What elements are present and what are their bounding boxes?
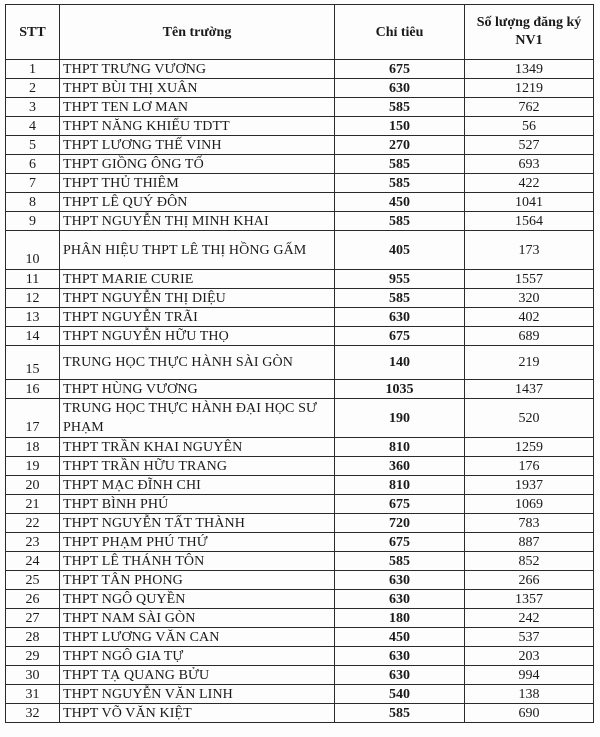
table-row <box>6 155 594 174</box>
school-name-cell: THPT NGUYỄN HỮU THỌ <box>60 327 335 346</box>
row-number: 18 <box>6 438 60 457</box>
table-row <box>6 495 594 514</box>
registered-cell: 176 <box>465 457 594 476</box>
row-number: 6 <box>6 155 60 174</box>
school-name-cell: THPT THỦ THIÊM <box>60 174 335 193</box>
school-name-cell: THPT TRẦN KHAI NGUYÊN <box>60 438 335 457</box>
school-name-cell: THPT NGUYỄN THỊ DIỆU <box>60 289 335 308</box>
quota-cell: 540 <box>335 685 465 704</box>
quota-cell: 190 <box>335 399 465 438</box>
quota-cell: 405 <box>335 231 465 270</box>
school-name-cell: THPT NGUYỄN TẤT THÀNH <box>60 514 335 533</box>
school-name-cell: THPT BÙI THỊ XUÂN <box>60 79 335 98</box>
table-row <box>6 60 594 79</box>
table-row <box>6 117 594 136</box>
quota-cell: 630 <box>335 308 465 327</box>
registered-cell: 537 <box>465 628 594 647</box>
row-number: 29 <box>6 647 60 666</box>
table-row <box>6 212 594 231</box>
table-row <box>6 380 594 399</box>
row-number: 3 <box>6 98 60 117</box>
school-name-cell: THPT BÌNH PHÚ <box>60 495 335 514</box>
registered-cell: 1349 <box>465 60 594 79</box>
table-row <box>6 457 594 476</box>
school-name-cell: THPT VÕ VĂN KIỆT <box>60 704 335 723</box>
row-number: 31 <box>6 685 60 704</box>
school-name-cell: THPT LƯƠNG VĂN CAN <box>60 628 335 647</box>
table-row <box>6 704 594 723</box>
header-school-name: Tên trường <box>60 5 335 60</box>
school-name-cell: THPT TÂN PHONG <box>60 571 335 590</box>
row-number: 28 <box>6 628 60 647</box>
table-row <box>6 193 594 212</box>
registered-cell: 56 <box>465 117 594 136</box>
table-row <box>6 399 594 438</box>
school-name-cell: PHÂN HIỆU THPT LÊ THỊ HỒNG GẤM <box>60 231 335 270</box>
quota-cell: 675 <box>335 495 465 514</box>
enrollment-table <box>5 4 594 723</box>
row-number: 10 <box>6 231 60 270</box>
quota-cell: 720 <box>335 514 465 533</box>
registered-cell: 402 <box>465 308 594 327</box>
quota-cell: 140 <box>335 346 465 380</box>
row-number: 2 <box>6 79 60 98</box>
table-row <box>6 628 594 647</box>
registered-cell: 994 <box>465 666 594 685</box>
quota-cell: 585 <box>335 289 465 308</box>
row-number: 14 <box>6 327 60 346</box>
school-name-cell: THPT MARIE CURIE <box>60 270 335 289</box>
quota-cell: 675 <box>335 60 465 79</box>
table-row <box>6 476 594 495</box>
quota-cell: 810 <box>335 438 465 457</box>
table-row <box>6 98 594 117</box>
row-number: 27 <box>6 609 60 628</box>
quota-cell: 675 <box>335 327 465 346</box>
registered-cell: 852 <box>465 552 594 571</box>
registered-cell: 203 <box>465 647 594 666</box>
registered-cell: 219 <box>465 346 594 380</box>
school-name-cell: THPT TEN LƠ MAN <box>60 98 335 117</box>
quota-cell: 270 <box>335 136 465 155</box>
quota-cell: 955 <box>335 270 465 289</box>
quota-cell: 585 <box>335 174 465 193</box>
table-row <box>6 552 594 571</box>
school-name-cell: THPT LÊ THÁNH TÔN <box>60 552 335 571</box>
quota-cell: 585 <box>335 98 465 117</box>
row-number: 24 <box>6 552 60 571</box>
registered-cell: 762 <box>465 98 594 117</box>
registered-cell: 887 <box>465 533 594 552</box>
table-row <box>6 571 594 590</box>
registered-cell: 242 <box>465 609 594 628</box>
registered-cell: 266 <box>465 571 594 590</box>
quota-cell: 630 <box>335 666 465 685</box>
row-number: 15 <box>6 346 60 380</box>
school-name-cell: THPT LÊ QUÝ ĐÔN <box>60 193 335 212</box>
registered-cell: 173 <box>465 231 594 270</box>
row-number: 26 <box>6 590 60 609</box>
quota-cell: 630 <box>335 647 465 666</box>
table-header <box>6 5 594 60</box>
row-number: 20 <box>6 476 60 495</box>
school-name-cell: THPT HÙNG VƯƠNG <box>60 380 335 399</box>
row-number: 5 <box>6 136 60 155</box>
quota-cell: 585 <box>335 704 465 723</box>
table-row <box>6 79 594 98</box>
header-row <box>6 5 594 60</box>
table-row <box>6 533 594 552</box>
quota-cell: 585 <box>335 212 465 231</box>
registered-cell: 690 <box>465 704 594 723</box>
table-row <box>6 231 594 270</box>
header-quota: Chỉ tiêu <box>335 5 465 60</box>
school-name-cell: THPT GIỒNG ÔNG TỐ <box>60 155 335 174</box>
table-row <box>6 308 594 327</box>
table-row <box>6 346 594 380</box>
school-name-cell: THPT MẠC ĐĨNH CHI <box>60 476 335 495</box>
registered-cell: 422 <box>465 174 594 193</box>
table-row <box>6 174 594 193</box>
quota-cell: 585 <box>335 552 465 571</box>
quota-cell: 810 <box>335 476 465 495</box>
quota-cell: 630 <box>335 590 465 609</box>
table-row <box>6 666 594 685</box>
registered-cell: 1041 <box>465 193 594 212</box>
table-row <box>6 685 594 704</box>
school-name-cell: THPT LƯƠNG THẾ VINH <box>60 136 335 155</box>
table-row <box>6 270 594 289</box>
school-name-cell: TRUNG HỌC THỰC HÀNH ĐẠI HỌC SƯ PHẠM <box>60 399 335 438</box>
school-name-cell: THPT NĂNG KHIẾU TDTT <box>60 117 335 136</box>
registered-cell: 320 <box>465 289 594 308</box>
school-name-cell: THPT TRƯNG VƯƠNG <box>60 60 335 79</box>
registered-cell: 689 <box>465 327 594 346</box>
table-row <box>6 289 594 308</box>
table-row <box>6 136 594 155</box>
row-number: 4 <box>6 117 60 136</box>
row-number: 12 <box>6 289 60 308</box>
quota-cell: 450 <box>335 193 465 212</box>
registered-cell: 1069 <box>465 495 594 514</box>
school-name-cell: THPT NGUYỄN TRÃI <box>60 308 335 327</box>
quota-cell: 1035 <box>335 380 465 399</box>
row-number: 22 <box>6 514 60 533</box>
row-number: 13 <box>6 308 60 327</box>
registered-cell: 520 <box>465 399 594 438</box>
registered-cell: 138 <box>465 685 594 704</box>
table-row <box>6 590 594 609</box>
row-number: 1 <box>6 60 60 79</box>
table-row <box>6 647 594 666</box>
row-number: 16 <box>6 380 60 399</box>
quota-cell: 630 <box>335 79 465 98</box>
school-name-cell: THPT NGÔ QUYỀN <box>60 590 335 609</box>
table-row <box>6 514 594 533</box>
quota-cell: 450 <box>335 628 465 647</box>
table-row <box>6 609 594 628</box>
registered-cell: 693 <box>465 155 594 174</box>
registered-cell: 1557 <box>465 270 594 289</box>
row-number: 23 <box>6 533 60 552</box>
school-name-cell: THPT NAM SÀI GÒN <box>60 609 335 628</box>
registered-cell: 1937 <box>465 476 594 495</box>
quota-cell: 150 <box>335 117 465 136</box>
registered-cell: 783 <box>465 514 594 533</box>
registered-cell: 1259 <box>465 438 594 457</box>
school-name-cell: THPT NGUYỄN VĂN LINH <box>60 685 335 704</box>
row-number: 19 <box>6 457 60 476</box>
school-name-cell: THPT NGUYỄN THỊ MINH KHAI <box>60 212 335 231</box>
quota-cell: 675 <box>335 533 465 552</box>
row-number: 32 <box>6 704 60 723</box>
header-stt: STT <box>6 5 60 60</box>
registered-cell: 527 <box>465 136 594 155</box>
school-name-cell: THPT TRẦN HỮU TRANG <box>60 457 335 476</box>
school-name-cell: THPT NGÔ GIA TỰ <box>60 647 335 666</box>
registered-cell: 1357 <box>465 590 594 609</box>
quota-cell: 585 <box>335 155 465 174</box>
table-row <box>6 438 594 457</box>
registered-cell: 1219 <box>465 79 594 98</box>
school-name-cell: TRUNG HỌC THỰC HÀNH SÀI GÒN <box>60 346 335 380</box>
quota-cell: 630 <box>335 571 465 590</box>
row-number: 30 <box>6 666 60 685</box>
row-number: 11 <box>6 270 60 289</box>
quota-cell: 360 <box>335 457 465 476</box>
registered-cell: 1437 <box>465 380 594 399</box>
row-number: 25 <box>6 571 60 590</box>
registered-cell: 1564 <box>465 212 594 231</box>
table-row <box>6 327 594 346</box>
header-registered: Số lượng đăng ký NV1 <box>465 5 594 60</box>
school-name-cell: THPT TẠ QUANG BỬU <box>60 666 335 685</box>
row-number: 8 <box>6 193 60 212</box>
quota-cell: 180 <box>335 609 465 628</box>
school-name-cell: THPT PHẠM PHÚ THỨ <box>60 533 335 552</box>
row-number: 7 <box>6 174 60 193</box>
row-number: 17 <box>6 399 60 438</box>
table-body <box>6 60 594 723</box>
row-number: 21 <box>6 495 60 514</box>
row-number: 9 <box>6 212 60 231</box>
